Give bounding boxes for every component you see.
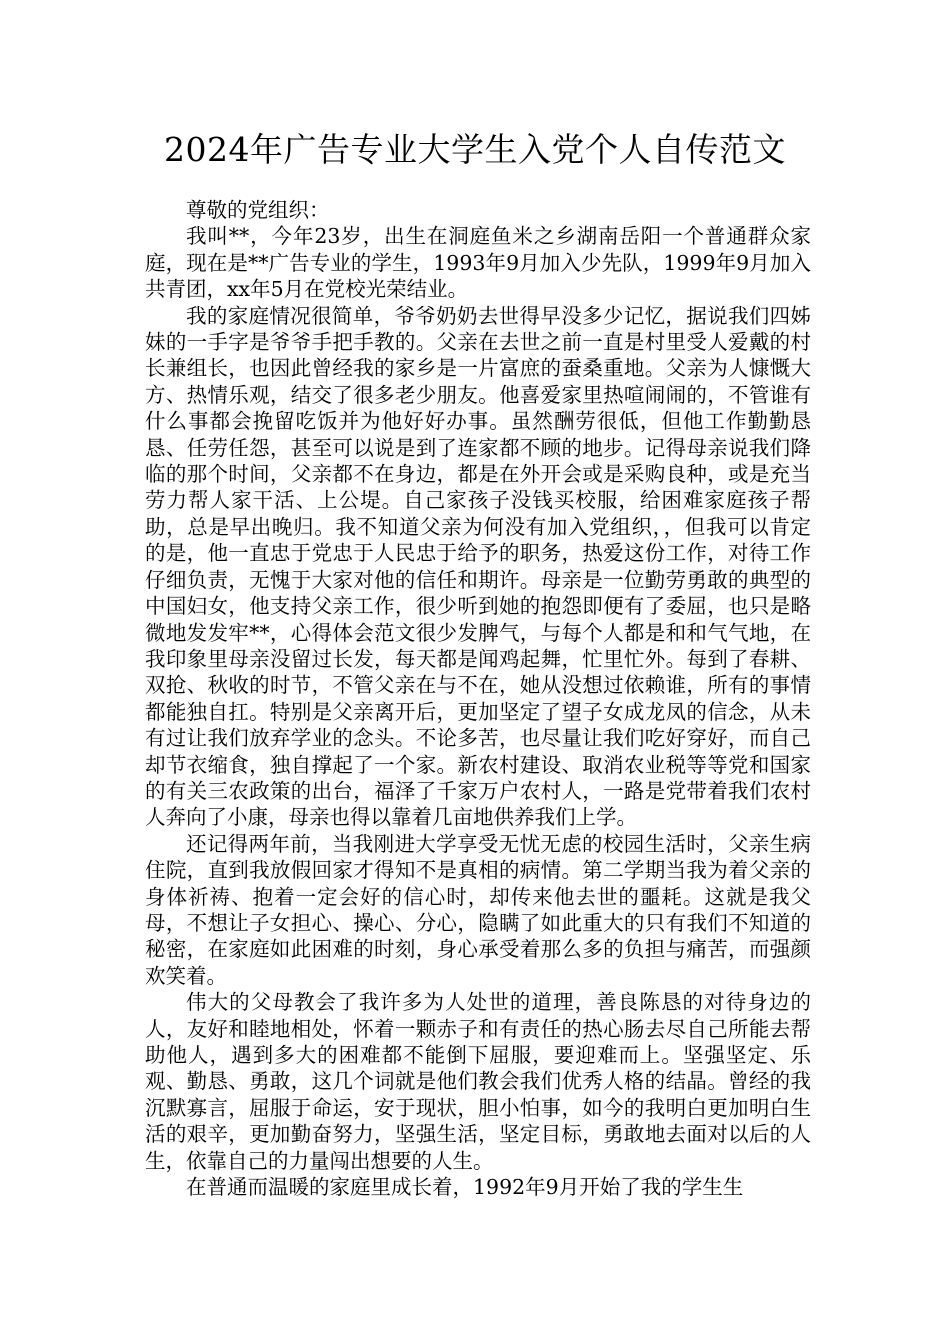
document-title: 2024年广告专业大学生入党个人自传范文 — [164, 130, 786, 169]
salutation: 尊敬的党组织： — [186, 198, 330, 222]
paragraph-lessons: 伟大的父母教会了我许多为人处世的道理，善良陈恳的对待身边的人，友好和睦地相处，怀着一颗赤子和有责任的热心肠去尽自己所能去帮助他人，遇到多大的困难都不能倒下屈服，要迎难而上。坚强坚定、乐观、勤恳、勇敢，这几个词就是他们教会我们优秀人格的结晶。曾经的我沉默寡言，屈服于命运，安于现状，胆小怕事，如今的我明白更加明白生活的艰辛，更加勤奋努力，坚强生活，坚定目标，勇敢地去面对以后的人生，依靠自己的力量闯出想要的人生。 — [145, 990, 811, 1173]
paragraph-family: 我的家庭情况很简单，爷爷奶奶去世得早没多少记忆，据说我们四姊妹的一手字是爷爷手把手教的。父亲在去世之前一直是村里受人爱戴的村长兼组长，也因此曾经我的家乡是一片富庶的蚕桑重地。父亲为人慷慨大方、热情乐观，结交了很多老少朋友。他喜爱家里热喧闹闹的，不管谁有什么事都会挽留吃饭并为他好好办事。虽然酬劳很低，但他工作勤勤恳恳、任劳任怨，甚至可以说是到了连家都不顾的地步。记得母亲说我们降临的那个时间，父亲都不在身边，都是在外开会或是采购良种，或是充当劳力帮人家干活、上公堤。自己家孩子没钱买校服，给困难家庭孩子帮助，总是早出晚归。我不知道父亲为何没有加入党组织，，但我可以肯定的是，他一直忠于党忠于人民忠于给予的职务，热爱这份工作，对待工作仔细负责，无愧于大家对他的信任和期许。母亲是一位勤劳勇敢的典型的中国妇女，他支持父亲工作，很少听到她的抱怨即便有了委屈，也只是略微地发发牢**，心得体会范文很少发脾气，与每个人都是和和气气地，在我印象里母亲没留过长发，每天都是闻鸡起舞，忙里忙外。每到了春耕、双抢、秋收的时节，不管父亲在与不在，她从没想过依赖谁，所有的事情都能独自扛。特别是父亲离开后，更加坚定了望子女成龙凤的信念，从未有过让我们放弃学业的念头。不论多苦，也尽量让我们吃好穿好，而自己却节衣缩食，独自撑起了一个家。新农村建设、取消农业税等等党和国家的有关三农政策的出台，福泽了千家万户农村人，一路是党带着我们农村人奔向了小康，母亲也得以靠着几亩地供养我们上学。 — [145, 303, 811, 830]
paragraph-father-illness: 还记得两年前，当我刚进大学享受无忧无虑的校园生活时，父亲生病住院，直到我放假回家才得知不是真相的病情。第二学期当我为着父亲的身体祈祷、抱着一定会好的信心时，却传来他去世的噩耗。这就是我父母，不想让子女担心、操心、分心，隐瞒了如此重大的只有我们不知道的秘密，在家庭如此困难的时刻，身心承受着那么多的负担与痛苦，而强颜欢笑着。 — [145, 831, 811, 988]
document-body — [145, 197, 811, 1200]
paragraph-intro: 我叫**，今年23岁，出生在洞庭鱼米之乡湖南岳阳一个普通群众家庭，现在是**广告专业的学生，1993年9月加入少先队，1999年9月加入共青团，xx年5月在党校光荣结业。 — [145, 224, 811, 302]
paragraph-school-start: 在普通而温暖的家庭里成长着，1992年9月开始了我的学生生 — [186, 1175, 744, 1200]
